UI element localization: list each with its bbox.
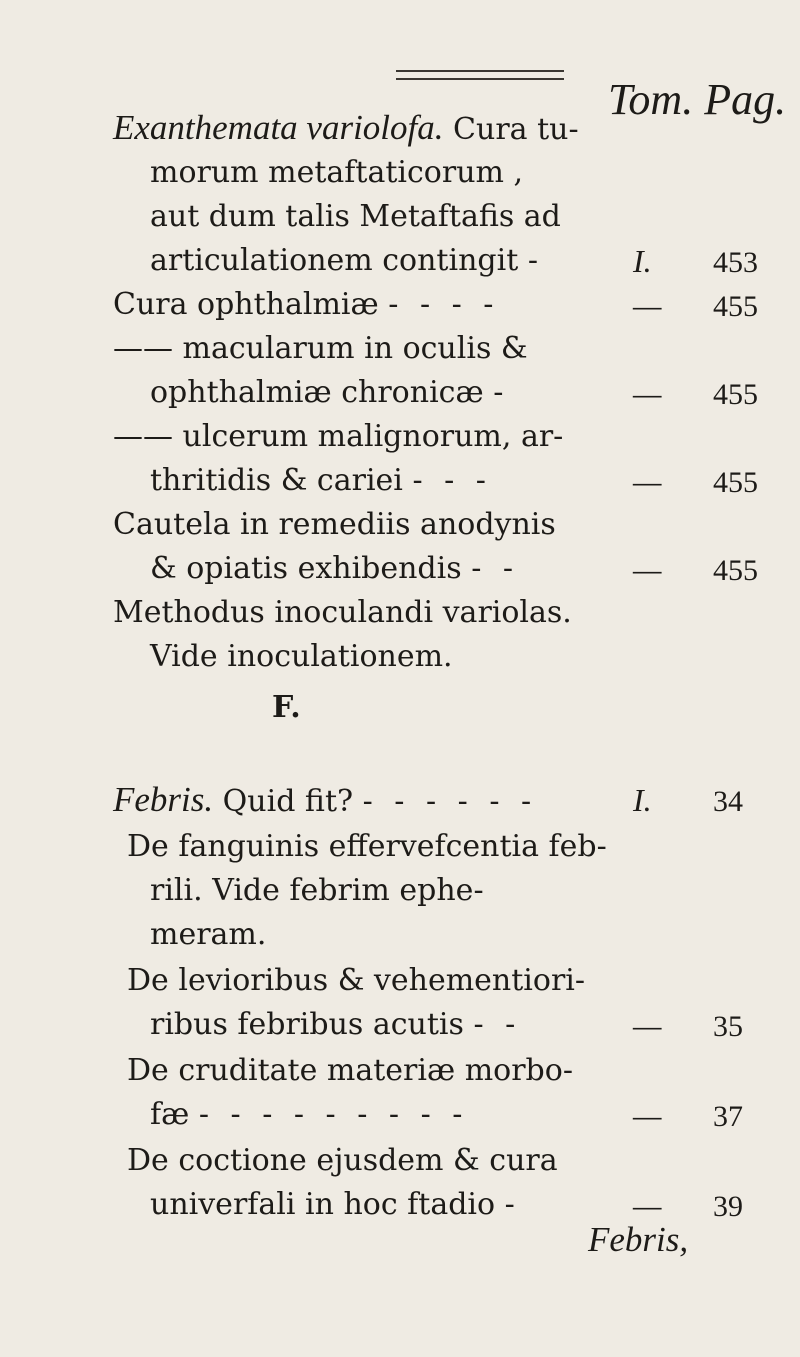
volume-ref: — (633, 463, 662, 499)
entry-line: Cura ophthalmiæ - - - - (113, 287, 500, 322)
page-ref: 453 (713, 246, 758, 279)
entry-line: Methodus inoculandi variolas. (113, 595, 572, 630)
volume-ref: I. (633, 243, 652, 279)
entry-line: univerfali in hoc ftadio - (150, 1187, 521, 1222)
entry-line: —— macularum in oculis & (113, 331, 528, 366)
page-ref: 39 (713, 1190, 743, 1223)
entry-line: aut dum talis Metaftafis ad (150, 199, 561, 234)
entry-line: ribus febribus acutis - - (150, 1007, 522, 1042)
volume-ref: — (633, 375, 662, 411)
entry-line: Vide inoculationem. (150, 639, 453, 674)
running-title: Tom. Pag. (608, 75, 787, 124)
page-ref: 455 (713, 290, 758, 323)
catchword: Febris, (588, 1220, 689, 1259)
entry-line: De levioribus & vehementiori- (127, 963, 586, 998)
page-ref: 455 (713, 466, 758, 499)
entry-line: & opiatis exhibendis - - (150, 551, 519, 586)
page-ref: 34 (713, 785, 743, 818)
entry-febris-line1: Febris. Quid fit? - - - - - - (113, 780, 538, 819)
volume-ref: — (633, 551, 662, 587)
entry-line: Cautela in remediis anodynis (113, 507, 556, 542)
page-ref: 455 (713, 554, 758, 587)
volume-ref: — (633, 1097, 662, 1133)
page-ref: 37 (713, 1100, 743, 1133)
volume-ref: — (633, 1187, 662, 1223)
entry-line: De fanguinis effervefcentia feb- (127, 829, 607, 864)
entry-line: ophthalmiæ chronicæ - (150, 375, 510, 410)
entry-line: De cruditate materiæ morbo- (127, 1053, 573, 1088)
entry-line: rili. Vide febrim ephe- (150, 873, 484, 908)
page-ref: 35 (713, 1010, 743, 1043)
entry-line: De coctione ejusdem & cura (127, 1143, 558, 1178)
volume-ref: — (633, 1007, 662, 1043)
entry-line: morum metaftaticorum , (150, 155, 524, 190)
entry-line: fæ - - - - - - - - - (150, 1097, 469, 1132)
entry-line: meram. (150, 917, 267, 952)
volume-ref: — (633, 287, 662, 323)
entry-headword: Febris. (113, 780, 214, 819)
entry-line: —— ulcerum malignorum, ar- (113, 419, 564, 454)
entry-headword: Exanthemata variolofa. (113, 108, 444, 147)
volume-ref: I. (633, 782, 652, 818)
header-rule (396, 70, 564, 80)
entry-line: thritidis & cariei - - - (150, 463, 492, 498)
entry-line: articulationem contingit - (150, 243, 544, 278)
page-ref: 455 (713, 378, 758, 411)
entry-exanthemata-line1: Exanthemata variolofa. Cura tu- (113, 108, 579, 147)
section-heading: F. (272, 690, 301, 725)
